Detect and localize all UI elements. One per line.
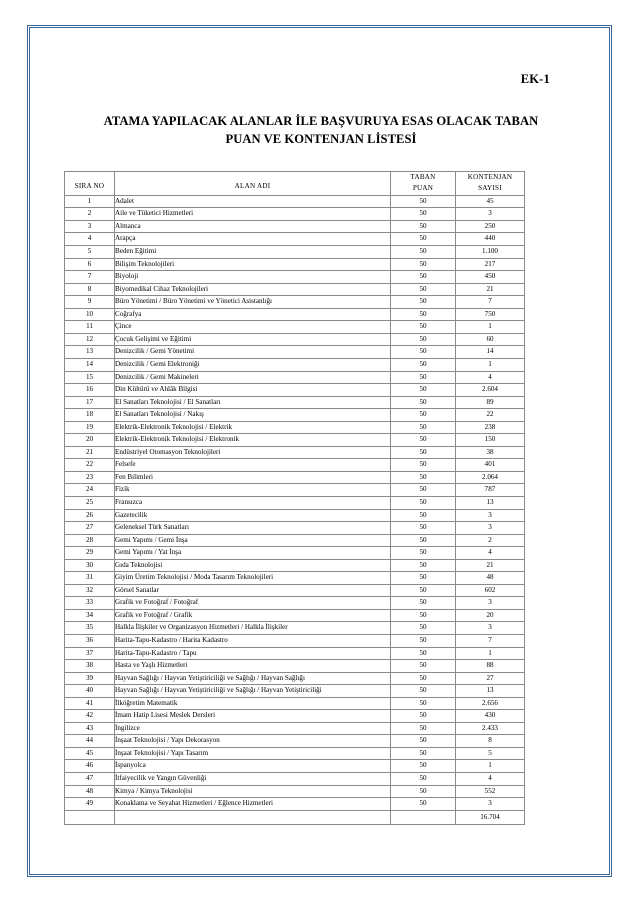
table-row xyxy=(65,208,525,221)
row-alan-adi: Fen Bilimleri xyxy=(115,471,391,484)
row-taban-puan: 50 xyxy=(391,333,456,346)
row-taban-puan: 50 xyxy=(391,522,456,535)
table-row xyxy=(65,220,525,233)
row-taban-puan: 50 xyxy=(391,258,456,271)
row-kontenjan: 5 xyxy=(456,747,525,760)
annex-label: EK-1 xyxy=(520,72,550,86)
row-sira-no: 16 xyxy=(65,384,115,397)
table-row xyxy=(65,572,525,585)
row-kontenjan: 787 xyxy=(456,484,525,497)
row-kontenjan: 1.100 xyxy=(456,246,525,259)
row-taban-puan: 50 xyxy=(391,760,456,773)
table-total-row xyxy=(65,810,525,824)
row-alan-adi: Beden Eğitimi xyxy=(115,246,391,259)
table-row xyxy=(65,446,525,459)
table-row xyxy=(65,534,525,547)
row-taban-puan: 50 xyxy=(391,296,456,309)
row-taban-puan: 50 xyxy=(391,409,456,422)
row-sira-no: 14 xyxy=(65,358,115,371)
row-sira-no: 47 xyxy=(65,773,115,786)
row-taban-puan: 50 xyxy=(391,321,456,334)
table-row xyxy=(65,559,525,572)
row-kontenjan: 3 xyxy=(456,622,525,635)
row-taban-puan: 50 xyxy=(391,308,456,321)
row-alan-adi: Coğrafya xyxy=(115,308,391,321)
row-taban-puan: 50 xyxy=(391,534,456,547)
row-kontenjan: 217 xyxy=(456,258,525,271)
table-row xyxy=(65,484,525,497)
row-kontenjan: 13 xyxy=(456,496,525,509)
column-header-sira-no: SIRA NO xyxy=(65,171,115,195)
row-taban-puan: 50 xyxy=(391,622,456,635)
row-alan-adi: Hayvan Sağlığı / Hayvan Yetiştiriciliği ve Sağlığı / Hayvan Yetiştiriciliği xyxy=(115,685,391,698)
row-kontenjan: 88 xyxy=(456,660,525,673)
row-alan-adi: El Sanatları Teknolojisi / Nakış xyxy=(115,409,391,422)
table-row xyxy=(65,672,525,685)
table-row xyxy=(65,509,525,522)
row-sira-no: 48 xyxy=(65,785,115,798)
row-taban-puan: 50 xyxy=(391,597,456,610)
row-alan-adi: Harita-Tapu-Kadastro / Tapu xyxy=(115,647,391,660)
row-sira-no: 9 xyxy=(65,296,115,309)
row-sira-no: 30 xyxy=(65,559,115,572)
row-sira-no: 33 xyxy=(65,597,115,610)
row-kontenjan: 4 xyxy=(456,371,525,384)
row-alan-adi: Fizik xyxy=(115,484,391,497)
table-row xyxy=(65,358,525,371)
row-kontenjan: 1 xyxy=(456,647,525,660)
column-header-taban-puan-line-2: PUAN xyxy=(412,184,434,193)
row-kontenjan: 430 xyxy=(456,710,525,723)
row-sira-no: 6 xyxy=(65,258,115,271)
table-row xyxy=(65,346,525,359)
row-kontenjan: 7 xyxy=(456,634,525,647)
row-kontenjan: 21 xyxy=(456,283,525,296)
row-taban-puan: 50 xyxy=(391,434,456,447)
table-row xyxy=(65,496,525,509)
row-sira-no: 4 xyxy=(65,233,115,246)
row-taban-puan: 50 xyxy=(391,421,456,434)
table-row xyxy=(65,246,525,259)
row-sira-no: 38 xyxy=(65,660,115,673)
table-header-row xyxy=(65,171,525,195)
row-sira-no: 7 xyxy=(65,271,115,284)
row-sira-no: 23 xyxy=(65,471,115,484)
row-sira-no: 17 xyxy=(65,396,115,409)
row-taban-puan: 50 xyxy=(391,459,456,472)
row-alan-adi: Gemi Yapımı / Yat İnşa xyxy=(115,547,391,560)
row-alan-adi: Fransızca xyxy=(115,496,391,509)
row-sira-no: 45 xyxy=(65,747,115,760)
row-sira-no: 27 xyxy=(65,522,115,535)
row-kontenjan: 150 xyxy=(456,434,525,447)
row-sira-no: 25 xyxy=(65,496,115,509)
row-kontenjan: 2.064 xyxy=(456,471,525,484)
row-sira-no: 29 xyxy=(65,547,115,560)
row-alan-adi: Grafik ve Fotoğraf / Fotoğraf xyxy=(115,597,391,610)
row-alan-adi: Büro Yönetimi / Büro Yönetimi ve Yönetici Asistanlığı xyxy=(115,296,391,309)
table-row xyxy=(65,647,525,660)
row-taban-puan: 50 xyxy=(391,785,456,798)
row-alan-adi: Gazetecilik xyxy=(115,509,391,522)
row-sira-no: 42 xyxy=(65,710,115,723)
row-sira-no: 22 xyxy=(65,459,115,472)
table-row xyxy=(65,421,525,434)
row-alan-adi: Arapça xyxy=(115,233,391,246)
page-title-line-2: PUAN VE KONTENJAN LİSTESİ xyxy=(225,131,417,146)
row-kontenjan: 7 xyxy=(456,296,525,309)
row-sira-no: 41 xyxy=(65,697,115,710)
row-alan-adi: Almanca xyxy=(115,220,391,233)
row-alan-adi: El Sanatları Teknolojisi / El Sanatları xyxy=(115,396,391,409)
row-sira-no: 3 xyxy=(65,220,115,233)
row-kontenjan: 552 xyxy=(456,785,525,798)
column-header-taban-puan-line-1: TABAN xyxy=(410,172,436,181)
row-alan-adi: Endüstriyel Otomasyon Teknolojileri xyxy=(115,446,391,459)
table-row xyxy=(65,522,525,535)
row-alan-adi: Din Kültürü ve Ahlâk Bilgisi xyxy=(115,384,391,397)
table-body xyxy=(65,195,525,824)
row-sira-no: 32 xyxy=(65,584,115,597)
row-taban-puan: 50 xyxy=(391,246,456,259)
row-alan-adi: Hayvan Sağlığı / Hayvan Yetiştiriciliği ve Sağlığı / Hayvan Sağlığı xyxy=(115,672,391,685)
row-alan-adi: Biyomedikal Cihaz Teknolojileri xyxy=(115,283,391,296)
row-alan-adi: İnşaat Teknolojisi / Yapı Tasarım xyxy=(115,747,391,760)
table-row xyxy=(65,609,525,622)
row-kontenjan: 250 xyxy=(456,220,525,233)
row-sira-no: 49 xyxy=(65,798,115,811)
row-alan-adi: Elektrik-Elektronik Teknolojisi / Elektrik xyxy=(115,421,391,434)
total-spacer-score xyxy=(391,810,456,824)
row-taban-puan: 50 xyxy=(391,609,456,622)
row-taban-puan: 50 xyxy=(391,484,456,497)
table-row xyxy=(65,597,525,610)
row-kontenjan: 3 xyxy=(456,798,525,811)
row-kontenjan: 48 xyxy=(456,572,525,585)
table-row xyxy=(65,584,525,597)
row-alan-adi: Grafik ve Fotoğraf / Grafik xyxy=(115,609,391,622)
page-title-line-1: ATAMA YAPILACAK ALANLAR İLE BAŞVURUYA ESAS OLACAK TABAN xyxy=(103,114,539,128)
row-sira-no: 13 xyxy=(65,346,115,359)
table-row xyxy=(65,547,525,560)
row-kontenjan: 401 xyxy=(456,459,525,472)
row-taban-puan: 50 xyxy=(391,446,456,459)
row-taban-puan: 50 xyxy=(391,384,456,397)
row-taban-puan: 50 xyxy=(391,634,456,647)
table-row xyxy=(65,459,525,472)
row-kontenjan: 2.433 xyxy=(456,722,525,735)
row-alan-adi: Adalet xyxy=(115,195,391,208)
table-row xyxy=(65,710,525,723)
row-taban-puan: 50 xyxy=(391,685,456,698)
row-taban-puan: 50 xyxy=(391,584,456,597)
row-alan-adi: Çocuk Gelişimi ve Eğitimi xyxy=(115,333,391,346)
row-alan-adi: İngilizce xyxy=(115,722,391,735)
row-sira-no: 37 xyxy=(65,647,115,660)
total-spacer-no xyxy=(65,810,115,824)
row-kontenjan: 2.656 xyxy=(456,697,525,710)
row-sira-no: 18 xyxy=(65,409,115,422)
row-alan-adi: Gemi Yapımı / Gemi İnşa xyxy=(115,534,391,547)
row-alan-adi: Harita-Tapu-Kadastro / Harita Kadastro xyxy=(115,634,391,647)
table-row xyxy=(65,697,525,710)
row-kontenjan: 238 xyxy=(456,421,525,434)
table-row xyxy=(65,296,525,309)
column-header-kontenjan-line-2: SAYISI xyxy=(478,184,502,193)
row-kontenjan: 38 xyxy=(456,446,525,459)
row-taban-puan: 50 xyxy=(391,195,456,208)
row-alan-adi: Giyim Üretim Teknolojisi / Moda Tasarım Teknolojileri xyxy=(115,572,391,585)
table-row xyxy=(65,735,525,748)
table-row xyxy=(65,760,525,773)
row-sira-no: 11 xyxy=(65,321,115,334)
column-header-taban-puan xyxy=(391,171,456,195)
row-sira-no: 24 xyxy=(65,484,115,497)
row-taban-puan: 50 xyxy=(391,496,456,509)
row-taban-puan: 50 xyxy=(391,208,456,221)
table-row xyxy=(65,233,525,246)
row-taban-puan: 50 xyxy=(391,346,456,359)
column-header-kontenjan-line-1: KONTENJAN xyxy=(467,172,513,181)
row-kontenjan: 2 xyxy=(456,534,525,547)
row-taban-puan: 50 xyxy=(391,660,456,673)
row-alan-adi: İmam Hatip Lisesi Meslek Dersleri xyxy=(115,710,391,723)
row-sira-no: 34 xyxy=(65,609,115,622)
row-taban-puan: 50 xyxy=(391,747,456,760)
table-row xyxy=(65,271,525,284)
row-sira-no: 31 xyxy=(65,572,115,585)
table-row xyxy=(65,471,525,484)
total-spacer-name xyxy=(115,810,391,824)
row-alan-adi: Bilişim Teknolojileri xyxy=(115,258,391,271)
table-row xyxy=(65,258,525,271)
table-row xyxy=(65,321,525,334)
row-alan-adi: Geleneksel Türk Sanatları xyxy=(115,522,391,535)
row-taban-puan: 50 xyxy=(391,798,456,811)
row-kontenjan: 750 xyxy=(456,308,525,321)
row-kontenjan: 20 xyxy=(456,609,525,622)
row-sira-no: 43 xyxy=(65,722,115,735)
row-kontenjan: 45 xyxy=(456,195,525,208)
table-row xyxy=(65,622,525,635)
table-row xyxy=(65,660,525,673)
row-alan-adi: Hasta ve Yaşlı Hizmetleri xyxy=(115,660,391,673)
table-header xyxy=(65,171,525,195)
row-kontenjan: 60 xyxy=(456,333,525,346)
row-kontenjan: 14 xyxy=(456,346,525,359)
table-row xyxy=(65,384,525,397)
row-sira-no: 46 xyxy=(65,760,115,773)
row-alan-adi: İspanyolca xyxy=(115,760,391,773)
row-taban-puan: 50 xyxy=(391,722,456,735)
table-row xyxy=(65,283,525,296)
row-kontenjan: 8 xyxy=(456,735,525,748)
table-row xyxy=(65,371,525,384)
total-kontenjan-value: 16.704 xyxy=(456,810,525,824)
row-sira-no: 5 xyxy=(65,246,115,259)
row-sira-no: 10 xyxy=(65,308,115,321)
table-row xyxy=(65,396,525,409)
row-sira-no: 12 xyxy=(65,333,115,346)
row-taban-puan: 50 xyxy=(391,547,456,560)
row-kontenjan: 4 xyxy=(456,547,525,560)
row-alan-adi: Gıda Teknolojisi xyxy=(115,559,391,572)
row-taban-puan: 50 xyxy=(391,672,456,685)
table-row xyxy=(65,747,525,760)
row-taban-puan: 50 xyxy=(391,271,456,284)
row-kontenjan: 89 xyxy=(456,396,525,409)
row-kontenjan: 1 xyxy=(456,321,525,334)
table-row xyxy=(65,785,525,798)
row-taban-puan: 50 xyxy=(391,735,456,748)
row-kontenjan: 4 xyxy=(456,773,525,786)
row-taban-puan: 50 xyxy=(391,710,456,723)
table-row xyxy=(65,798,525,811)
row-taban-puan: 50 xyxy=(391,371,456,384)
row-taban-puan: 50 xyxy=(391,471,456,484)
row-sira-no: 26 xyxy=(65,509,115,522)
row-sira-no: 36 xyxy=(65,634,115,647)
row-kontenjan: 440 xyxy=(456,233,525,246)
row-kontenjan: 1 xyxy=(456,358,525,371)
row-taban-puan: 50 xyxy=(391,283,456,296)
row-sira-no: 8 xyxy=(65,283,115,296)
row-alan-adi: Biyoloji xyxy=(115,271,391,284)
row-alan-adi: İnşaat Teknolojisi / Yapı Dekorasyon xyxy=(115,735,391,748)
row-sira-no: 35 xyxy=(65,622,115,635)
column-header-kontenjan-sayisi xyxy=(456,171,525,195)
row-sira-no: 21 xyxy=(65,446,115,459)
row-kontenjan: 3 xyxy=(456,522,525,535)
row-alan-adi: İlköğretim Matematik xyxy=(115,697,391,710)
row-alan-adi: Halkla İlişkiler ve Organizasyon Hizmetleri / Halkla İlişkiler xyxy=(115,622,391,635)
row-taban-puan: 50 xyxy=(391,509,456,522)
row-taban-puan: 50 xyxy=(391,233,456,246)
row-sira-no: 28 xyxy=(65,534,115,547)
row-sira-no: 15 xyxy=(65,371,115,384)
row-sira-no: 44 xyxy=(65,735,115,748)
row-alan-adi: Elektrik-Elektronik Teknolojisi / Elektronik xyxy=(115,434,391,447)
row-taban-puan: 50 xyxy=(391,559,456,572)
row-kontenjan: 2.604 xyxy=(456,384,525,397)
row-kontenjan: 27 xyxy=(456,672,525,685)
row-kontenjan: 22 xyxy=(456,409,525,422)
row-alan-adi: Çince xyxy=(115,321,391,334)
row-sira-no: 20 xyxy=(65,434,115,447)
row-taban-puan: 50 xyxy=(391,773,456,786)
row-kontenjan: 3 xyxy=(456,208,525,221)
table-row xyxy=(65,685,525,698)
row-kontenjan: 21 xyxy=(456,559,525,572)
row-kontenjan: 3 xyxy=(456,597,525,610)
row-sira-no: 19 xyxy=(65,421,115,434)
row-alan-adi: İtfaiyecilik ve Yangın Güvenliği xyxy=(115,773,391,786)
row-kontenjan: 3 xyxy=(456,509,525,522)
row-alan-adi: Denizcilik / Gemi Makineleri xyxy=(115,371,391,384)
row-sira-no: 2 xyxy=(65,208,115,221)
table-row xyxy=(65,409,525,422)
table-container xyxy=(60,171,580,825)
table-row xyxy=(65,434,525,447)
table-row xyxy=(65,722,525,735)
row-alan-adi: Denizcilik / Gemi Elektroniği xyxy=(115,358,391,371)
row-kontenjan: 602 xyxy=(456,584,525,597)
row-alan-adi: Felsefe xyxy=(115,459,391,472)
row-kontenjan: 450 xyxy=(456,271,525,284)
row-alan-adi: Görsel Sanatlar xyxy=(115,584,391,597)
row-sira-no: 1 xyxy=(65,195,115,208)
row-alan-adi: Konaklama ve Seyahat Hizmetleri / Eğlence Hizmetleri xyxy=(115,798,391,811)
row-taban-puan: 50 xyxy=(391,358,456,371)
row-kontenjan: 1 xyxy=(456,760,525,773)
row-taban-puan: 50 xyxy=(391,647,456,660)
fields-quota-table xyxy=(64,171,525,825)
row-alan-adi: Denizcilik / Gemi Yönetimi xyxy=(115,346,391,359)
row-taban-puan: 50 xyxy=(391,697,456,710)
row-taban-puan: 50 xyxy=(391,220,456,233)
table-row xyxy=(65,308,525,321)
row-alan-adi: Kimya / Kimya Teknolojisi xyxy=(115,785,391,798)
table-row xyxy=(65,195,525,208)
row-taban-puan: 50 xyxy=(391,396,456,409)
column-header-alan-adi: ALAN ADI xyxy=(115,171,391,195)
page-title xyxy=(70,113,572,149)
table-row xyxy=(65,634,525,647)
row-sira-no: 40 xyxy=(65,685,115,698)
table-row xyxy=(65,333,525,346)
row-kontenjan: 13 xyxy=(456,685,525,698)
row-taban-puan: 50 xyxy=(391,572,456,585)
row-alan-adi: Aile ve Tüketici Hizmetleri xyxy=(115,208,391,221)
row-sira-no: 39 xyxy=(65,672,115,685)
table-row xyxy=(65,773,525,786)
